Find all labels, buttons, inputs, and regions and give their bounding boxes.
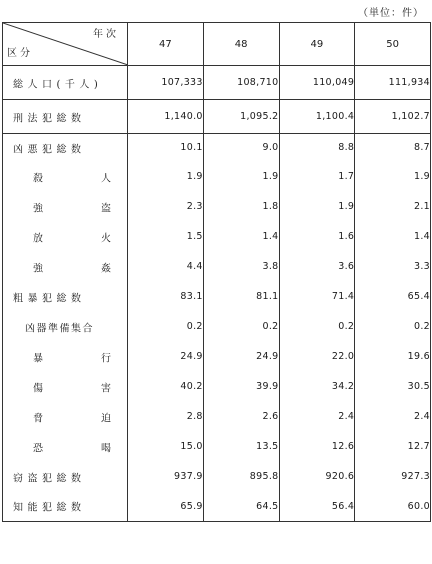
- value-cell: 10.1: [128, 134, 204, 162]
- value-cell: 22.0: [279, 342, 355, 372]
- value-cell: 12.7: [355, 432, 431, 462]
- label-char: 暴: [33, 353, 43, 364]
- table-row: [3, 162, 431, 192]
- value-cell: 1,140.0: [128, 100, 204, 134]
- row-label-text: 知能犯総数: [13, 502, 86, 514]
- row-label-text: [33, 199, 111, 214]
- row-label-text: 総人口(千人): [13, 79, 103, 90]
- table-row: [3, 134, 431, 162]
- row-label-text: 粗暴犯総数: [13, 293, 86, 304]
- value-cell: 60.0: [355, 492, 431, 522]
- row-label: [3, 372, 128, 402]
- value-cell: 8.8: [279, 134, 355, 162]
- value-cell: 937.9: [128, 462, 204, 492]
- table-row: [3, 342, 431, 372]
- value-cell: 40.2: [128, 372, 204, 402]
- label-char: 恐: [33, 443, 43, 454]
- value-cell: 108,710: [203, 66, 279, 100]
- label-char: 人: [101, 173, 111, 184]
- row-label-text: [33, 169, 111, 184]
- value-cell: 107,333: [128, 66, 204, 100]
- row-label: [3, 192, 128, 222]
- value-cell: 65.4: [355, 282, 431, 312]
- row-label: [3, 432, 128, 462]
- label-char: 殺: [33, 173, 43, 184]
- row-label: [3, 342, 128, 372]
- value-cell: 920.6: [279, 462, 355, 492]
- crime-statistics-table: [2, 22, 431, 522]
- row-label-text: [33, 259, 111, 274]
- value-cell: 1.4: [203, 222, 279, 252]
- unit-note: （単位：件）: [358, 8, 424, 19]
- value-cell: 34.2: [279, 372, 355, 402]
- value-cell: 3.3: [355, 252, 431, 282]
- corner-header-cell: [3, 23, 128, 66]
- value-cell: 1.9: [203, 162, 279, 192]
- value-cell: 24.9: [203, 342, 279, 372]
- value-cell: 3.6: [279, 252, 355, 282]
- value-cell: 81.1: [203, 282, 279, 312]
- row-label: [3, 66, 128, 100]
- value-cell: 71.4: [279, 282, 355, 312]
- row-label-text: 凶器準備集合: [25, 323, 94, 334]
- year-header: 49: [279, 23, 355, 66]
- value-cell: 111,934: [355, 66, 431, 100]
- value-cell: 0.2: [355, 312, 431, 342]
- table-row: [3, 66, 431, 100]
- value-cell: 1.9: [128, 162, 204, 192]
- table-row: [3, 492, 431, 522]
- label-char: 害: [101, 383, 111, 394]
- value-cell: 13.5: [203, 432, 279, 462]
- row-label-text: 窃盗犯総数: [13, 473, 86, 484]
- label-char: 喝: [101, 443, 111, 454]
- value-cell: 110,049: [279, 66, 355, 100]
- value-cell: 2.6: [203, 402, 279, 432]
- table-row: [3, 282, 431, 312]
- row-label: [3, 134, 128, 162]
- value-cell: 2.4: [355, 402, 431, 432]
- value-cell: 1.5: [128, 222, 204, 252]
- table-row: [3, 252, 431, 282]
- row-label-text: [33, 439, 111, 454]
- value-cell: 0.2: [203, 312, 279, 342]
- category-axis-label: 区分: [7, 48, 33, 59]
- value-cell: 12.6: [279, 432, 355, 462]
- value-cell: 1.8: [203, 192, 279, 222]
- value-cell: 1,100.4: [279, 100, 355, 134]
- label-char: 脅: [33, 413, 43, 424]
- row-label: [3, 162, 128, 192]
- label-char: 傷: [33, 383, 43, 394]
- value-cell: 2.3: [128, 192, 204, 222]
- value-cell: 927.3: [355, 462, 431, 492]
- value-cell: 1.4: [355, 222, 431, 252]
- value-cell: 1.7: [279, 162, 355, 192]
- row-label: [3, 252, 128, 282]
- year-header: 48: [203, 23, 279, 66]
- value-cell: 895.8: [203, 462, 279, 492]
- row-label-text: [33, 379, 111, 394]
- label-char: 火: [101, 233, 111, 244]
- table-row: [3, 372, 431, 402]
- value-cell: 1,102.7: [355, 100, 431, 134]
- label-char: 強: [33, 263, 43, 274]
- value-cell: 0.2: [128, 312, 204, 342]
- year-header: 50: [355, 23, 431, 66]
- value-cell: 2.4: [279, 402, 355, 432]
- value-cell: 64.5: [203, 492, 279, 522]
- label-char: 放: [33, 233, 43, 244]
- value-cell: 2.8: [128, 402, 204, 432]
- value-cell: 2.1: [355, 192, 431, 222]
- row-label-text: [33, 409, 111, 424]
- value-cell: 8.7: [355, 134, 431, 162]
- table-row: [3, 432, 431, 462]
- value-cell: 30.5: [355, 372, 431, 402]
- row-label: [3, 282, 128, 312]
- value-cell: 24.9: [128, 342, 204, 372]
- year-header: 47: [128, 23, 204, 66]
- table-row: [3, 192, 431, 222]
- label-char: 強: [33, 203, 43, 214]
- value-cell: 19.6: [355, 342, 431, 372]
- row-label-text: [33, 349, 111, 364]
- row-label-text: 刑法犯総数: [13, 113, 86, 124]
- row-label: [3, 312, 128, 342]
- year-axis-label: 年次: [93, 29, 119, 40]
- row-label: [3, 402, 128, 432]
- row-label: [3, 462, 128, 492]
- value-cell: 1.9: [355, 162, 431, 192]
- label-char: 盗: [101, 203, 111, 214]
- value-cell: 4.4: [128, 252, 204, 282]
- row-label: [3, 492, 128, 522]
- row-label: [3, 100, 128, 134]
- label-char: 姦: [101, 263, 111, 274]
- table-header-row: [3, 23, 431, 66]
- value-cell: 1.9: [279, 192, 355, 222]
- value-cell: 1,095.2: [203, 100, 279, 134]
- value-cell: 9.0: [203, 134, 279, 162]
- value-cell: 3.8: [203, 252, 279, 282]
- value-cell: 65.9: [128, 492, 204, 522]
- value-cell: 15.0: [128, 432, 204, 462]
- value-cell: 1.6: [279, 222, 355, 252]
- row-label: [3, 222, 128, 252]
- value-cell: 56.4: [279, 492, 355, 522]
- label-char: 迫: [101, 413, 111, 424]
- table-row: [3, 100, 431, 134]
- table-row: [3, 462, 431, 492]
- label-char: 行: [101, 353, 111, 364]
- table-row: [3, 222, 431, 252]
- table-row: [3, 402, 431, 432]
- row-label-text: [33, 229, 111, 244]
- value-cell: 0.2: [279, 312, 355, 342]
- row-label-text: 凶悪犯総数: [13, 144, 86, 156]
- value-cell: 83.1: [128, 282, 204, 312]
- table-row: [3, 312, 431, 342]
- value-cell: 39.9: [203, 372, 279, 402]
